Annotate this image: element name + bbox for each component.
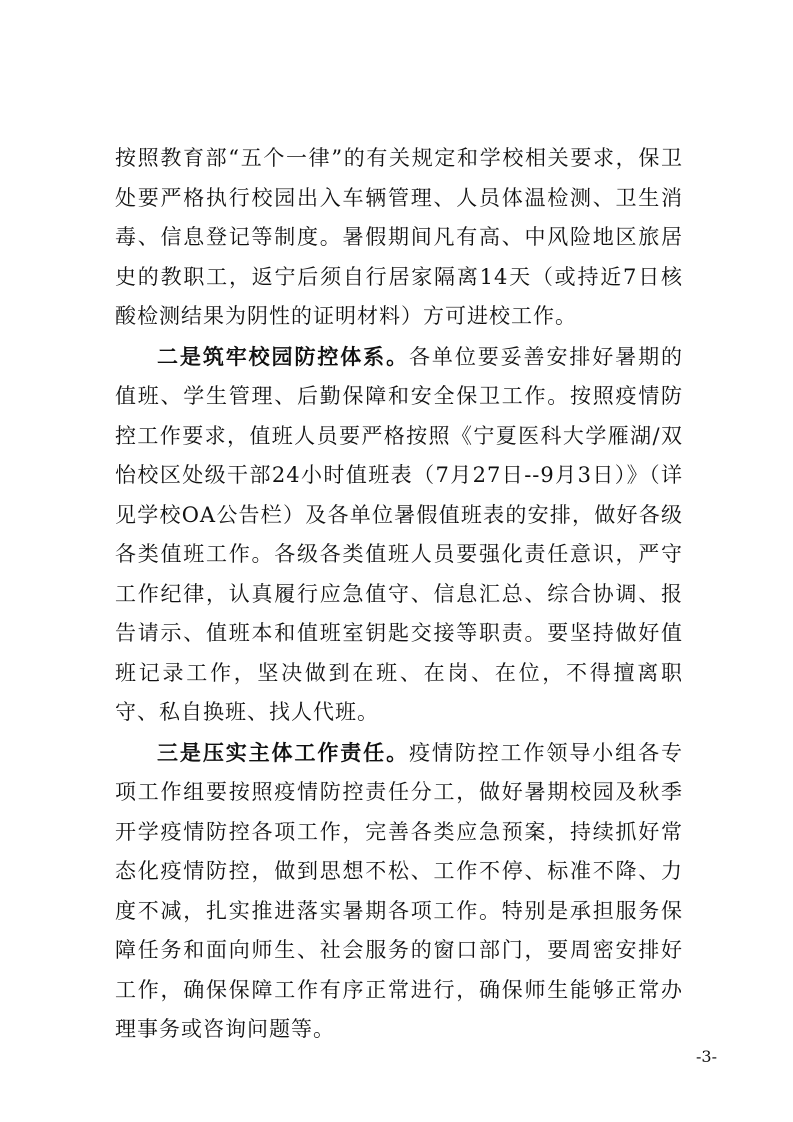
paragraph-campus-prevention-system (115, 337, 683, 733)
paragraph-text: 按照教育部“五个一律”的有关规定和学校相关要求，保卫处要严格执行校园出入车辆管理、人员体温检测、卫生消毒、信息登记等制度。暑假期间凡有高、中风险地区旅居史的教职工，返宁后须自行居家隔离14天（或持近7日核酸检测结果为阴性的证明材料）方可进校工作。 (115, 146, 683, 328)
page-number: -3- (696, 1047, 717, 1066)
paragraph-lead: 二是筑牢校园防控体系。 (157, 343, 409, 369)
paragraph-main-responsibility (115, 733, 683, 1050)
paragraph-lead: 三是压实主体工作责任。 (157, 739, 409, 765)
paragraph-text: 各单位要妥善安排好暑期的值班、学生管理、后勤保障和安全保卫工作。按照疫情防控工作要求，值班人员要严格按照《宁夏医科大学雁湖/双怡校区处级干部24小时值班表（7月27日--9月3日）》（详见学校OA公告栏）及各单位暑假值班表的安排，做好各级各类值班工作。各级各类值班人员要强化责任意识，严守工作纪律，认真履行应急值守、信息汇总、综合协调、报告请示、值班本和值班室钥匙交接等职责。要坚持做好值班记录工作，坚决做到在班、在岗、在位，不得擅离职守、私自换班、找人代班。 (115, 344, 683, 724)
paragraph-text: 疫情防控工作领导小组各专项工作组要按照疫情防控责任分工，做好暑期校园及秋季开学疫情防控各项工作，完善各类应急预案，持续抓好常态化疫情防控，做到思想不松、工作不停、标准不降、力度不减，扎实推进落实暑期各项工作。特别是承担服务保障任务和面向师生、社会服务的窗口部门，要周密安排好工作，确保保障工作有序正常进行，确保师生能够正常办理事务或咨询问题等。 (115, 740, 683, 1041)
document-body (115, 138, 683, 1050)
paragraph-continued (115, 138, 683, 337)
